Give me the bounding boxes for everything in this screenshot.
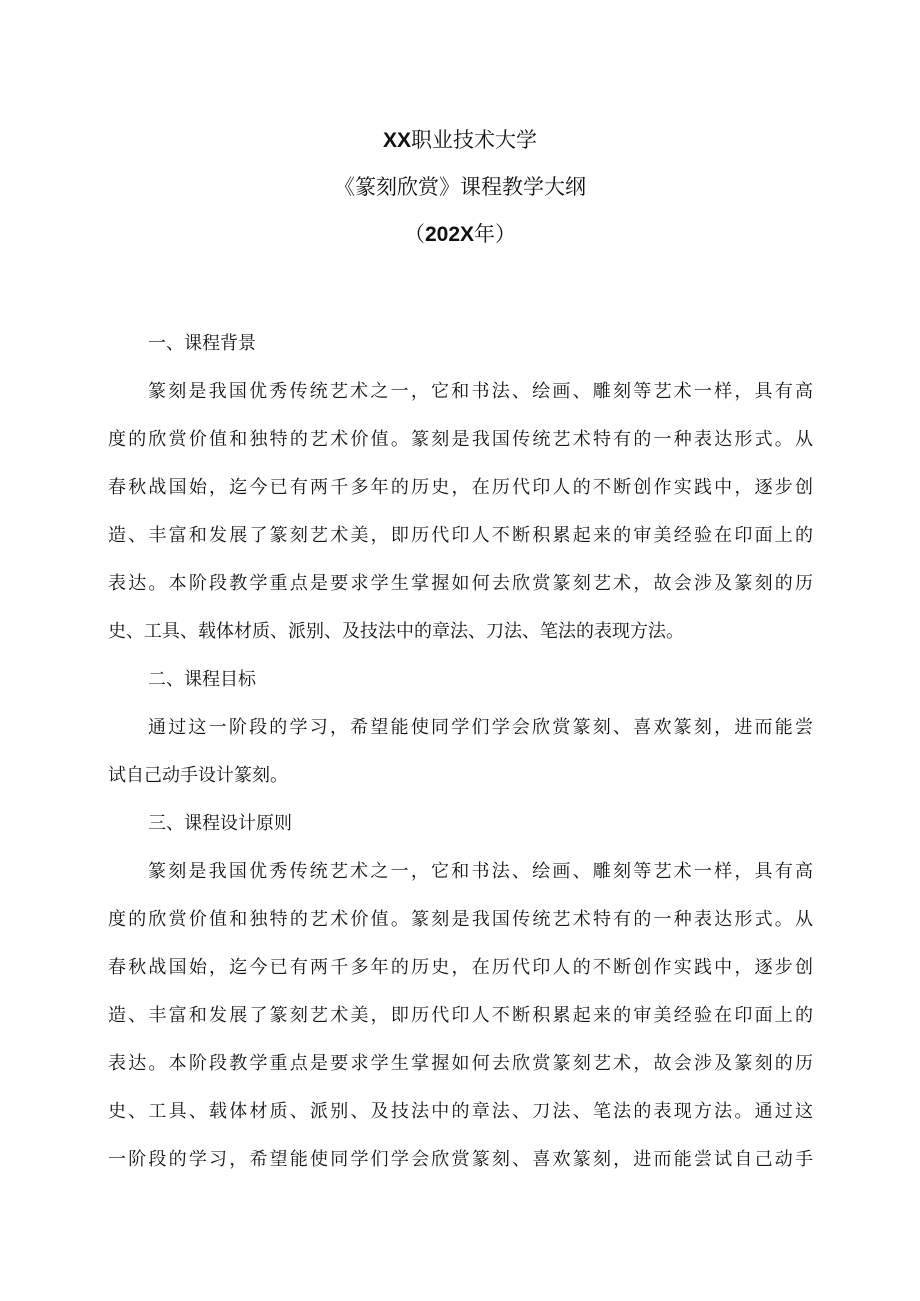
document-body bbox=[108, 330, 813, 1194]
paragraph-line: 史、工具、载体材质、派别、及技法中的章法、刀法、笔法的表现方法。通过这 bbox=[108, 1101, 813, 1122]
course-syllabus-title: 《篆刻欣赏》课程教学大纲 bbox=[334, 175, 586, 199]
paragraph-line: 度的欣赏价值和独特的艺术价值。篆刻是我国传统艺术特有的一种表达形式。从 bbox=[108, 909, 813, 930]
section-paragraph-objectives bbox=[108, 714, 813, 790]
paragraph-line: 通过这一阶段的学习，希望能使同学们学会欣赏篆刻、喜欢篆刻，进而能尝 bbox=[148, 717, 813, 738]
paragraph-line: 一阶段的学习，希望能使同学们学会欣赏篆刻、喜欢篆刻，进而能尝试自己动手 bbox=[108, 1149, 813, 1170]
section-heading-objectives: 二、课程目标 bbox=[148, 669, 256, 690]
section-heading-background: 一、课程背景 bbox=[148, 333, 256, 354]
paragraph-line: 篆刻是我国优秀传统艺术之一，它和书法、绘画、雕刻等艺术一样，具有高 bbox=[148, 861, 813, 882]
paragraph-line: 度的欣赏价值和独特的艺术价值。篆刻是我国传统艺术特有的一种表达形式。从 bbox=[108, 429, 813, 450]
section-heading-design-principles: 三、课程设计原则 bbox=[148, 813, 292, 834]
paragraph-line: 造、丰富和发展了篆刻艺术美，即历代印人不断积累起来的审美经验在印面上的 bbox=[108, 1005, 813, 1026]
paragraph-line: 篆刻是我国优秀传统艺术之一，它和书法、绘画、雕刻等艺术一样，具有高 bbox=[148, 381, 813, 402]
paragraph-line: 试自己动手设计篆刻。 bbox=[108, 765, 288, 786]
year-value: 202X bbox=[424, 223, 475, 246]
document-title-block bbox=[0, 128, 920, 246]
section-paragraph-background bbox=[108, 378, 813, 646]
paragraph-line: 表达。本阶段教学重点是要求学生掌握如何去欣赏篆刻艺术，故会涉及篆刻的历 bbox=[108, 1053, 813, 1074]
paragraph-line: 春秋战国始，迄今已有两千多年的历史，在历代印人的不断创作实践中，逐步创 bbox=[108, 477, 813, 498]
year-suffix: 年） bbox=[474, 222, 517, 246]
syllabus-year bbox=[0, 222, 920, 246]
university-name-prefix: XX bbox=[382, 129, 411, 152]
university-name bbox=[0, 128, 920, 152]
paragraph-line: 造、丰富和发展了篆刻艺术美，即历代印人不断积累起来的审美经验在印面上的 bbox=[108, 525, 813, 546]
paragraph-line: 春秋战国始，迄今已有两千多年的历史，在历代印人的不断创作实践中，逐步创 bbox=[108, 957, 813, 978]
year-open-paren: （ bbox=[403, 222, 425, 246]
paragraph-line: 史、工具、载体材质、派别、及技法中的章法、刀法、笔法的表现方法。 bbox=[108, 621, 684, 642]
paragraph-line: 表达。本阶段教学重点是要求学生掌握如何去欣赏篆刻艺术，故会涉及篆刻的历 bbox=[108, 573, 813, 594]
section-paragraph-design-principles bbox=[108, 858, 813, 1174]
university-name-rest: 职业技术大学 bbox=[411, 128, 537, 152]
